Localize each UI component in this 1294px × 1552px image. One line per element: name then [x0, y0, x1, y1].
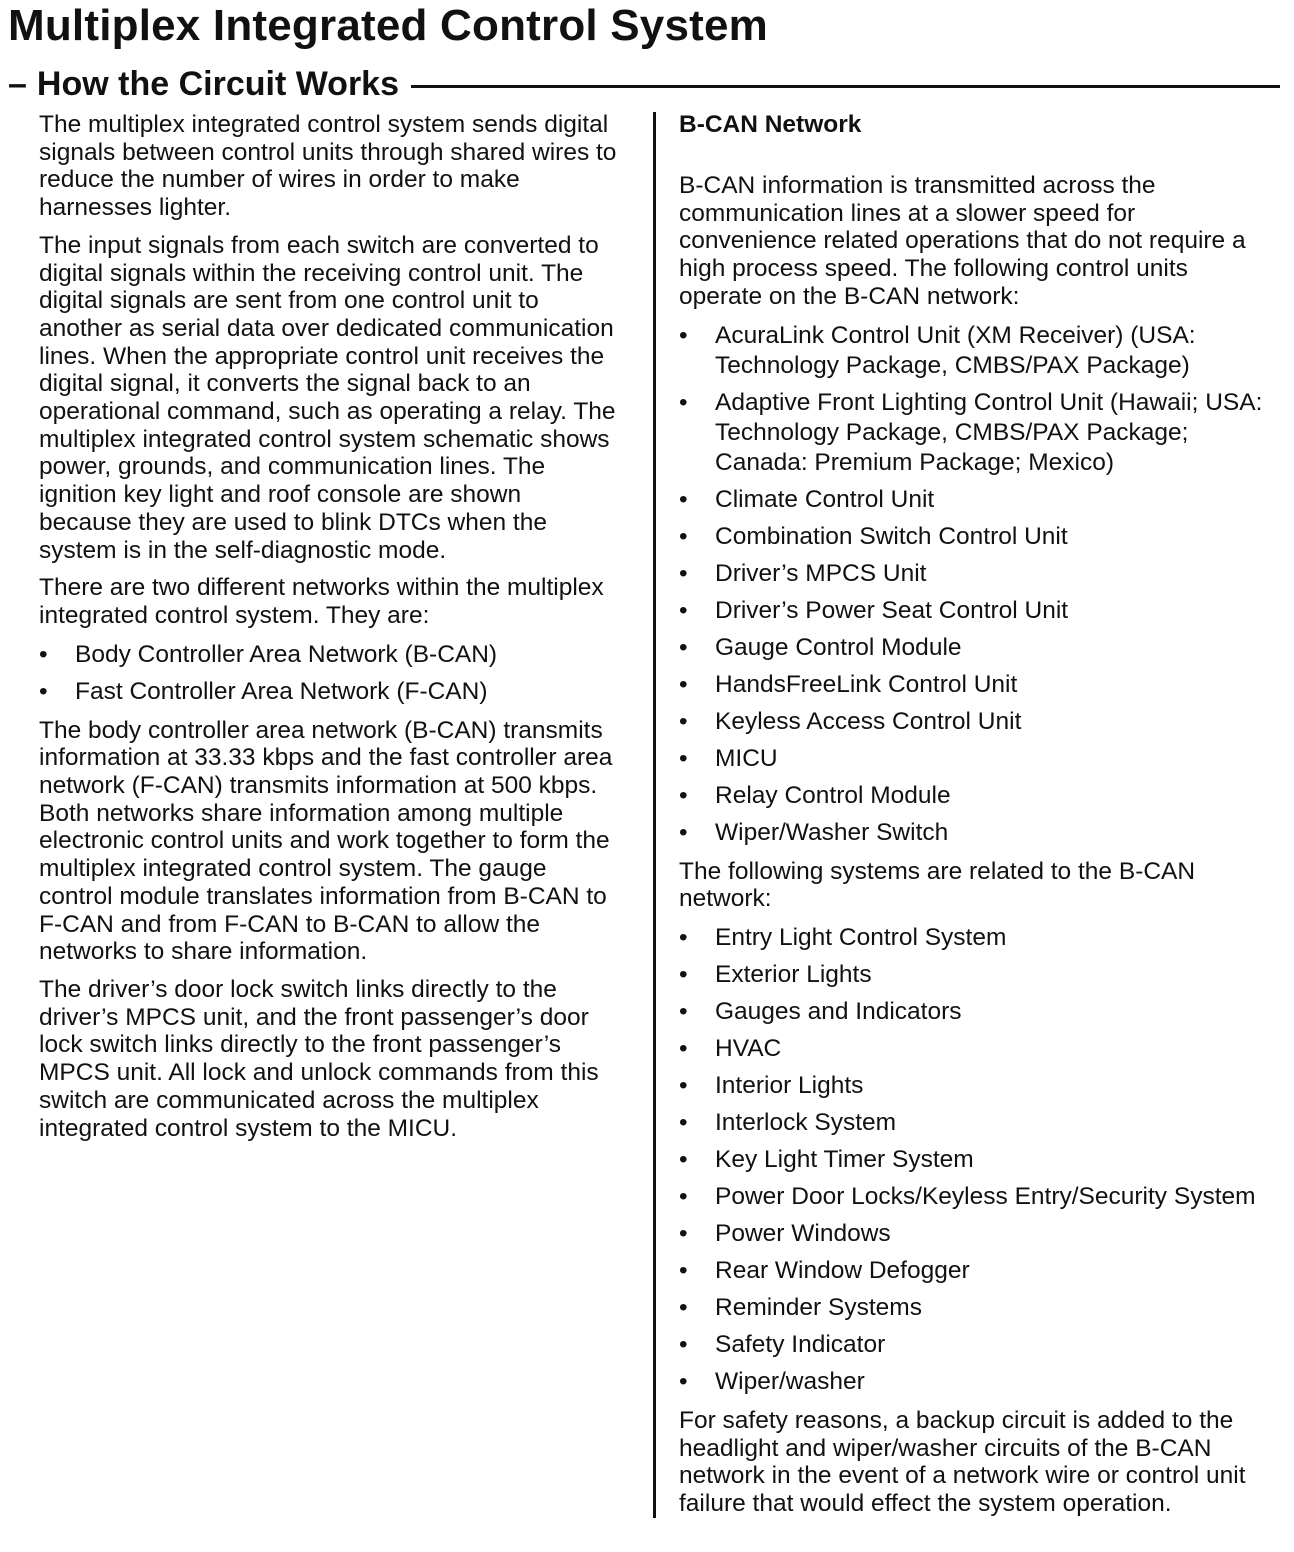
list-item: • Body Controller Area Network (B-CAN)	[39, 640, 619, 670]
section-title: How the Circuit Works	[36, 65, 400, 103]
list-item: • Fast Controller Area Network (F-CAN)	[39, 677, 619, 707]
list-item: • Keyless Access Control Unit	[679, 707, 1269, 737]
list-item: • Relay Control Module	[679, 781, 1269, 811]
left-column	[39, 111, 619, 1152]
list-item: • Wiper/washer	[679, 1367, 1269, 1397]
list-item: • MICU	[679, 744, 1269, 774]
list-item: • Driver’s Power Seat Control Unit	[679, 596, 1269, 626]
page-title: Multiplex Integrated Control System	[8, 1, 768, 50]
network-list	[39, 640, 619, 707]
list-item: • Driver’s MPCS Unit	[679, 559, 1269, 589]
list-item: • Entry Light Control System	[679, 923, 1269, 953]
list-item: • Interior Lights	[679, 1071, 1269, 1101]
column-divider	[653, 112, 656, 1518]
list-item: • HandsFreeLink Control Unit	[679, 670, 1269, 700]
list-item: • Key Light Timer System	[679, 1145, 1269, 1175]
control-unit-list	[679, 321, 1269, 848]
list-item: • Power Door Locks/Keyless Entry/Security System	[679, 1182, 1269, 1212]
list-item: • Gauges and Indicators	[679, 997, 1269, 1027]
section-rule	[411, 85, 1280, 88]
paragraph-networks-intro: There are two different networks within the multiplex integrated control system. They are:	[39, 574, 604, 629]
section-dash: –	[8, 65, 27, 103]
list-item: • Gauge Control Module	[679, 633, 1269, 663]
list-item: • Safety Indicator	[679, 1330, 1269, 1360]
paragraph-backup-circuit: For safety reasons, a backup circuit is added to the headlight and wiper/washer circuits of the B-CAN network in the event of a network wire or control unit failure that would effect the system operation.	[679, 1406, 1246, 1518]
bcan-heading: B-CAN Network	[679, 111, 862, 138]
list-item: • HVAC	[679, 1034, 1269, 1064]
list-item: • Interlock System	[679, 1108, 1269, 1138]
list-item: • Rear Window Defogger	[679, 1256, 1269, 1286]
list-item: • Adaptive Front Lighting Control Unit (Hawaii; USA: Technology Package, CMBS/PAX Package; Canada: Premium Package; Mexico)	[679, 388, 1269, 478]
right-column	[679, 111, 1269, 1528]
paragraph-systems-intro: The following systems are related to the B-CAN network:	[679, 857, 1196, 913]
list-item: • Wiper/Washer Switch	[679, 818, 1269, 848]
paragraph-door-lock: The driver’s door lock switch links directly to the driver’s MPCS unit, and the front passenger’s door lock switch links directly to the front passenger’s MPCS unit. All lock and unlock commands from this switch are communicated across the multiplex integrated control system to the MICU.	[39, 975, 599, 1142]
paragraph-speeds: The body controller area network (B-CAN) transmits information at 33.33 kbps and the fast controller area network (F-CAN) transmits information at 500 kbps. Both networks share information among multiple electronic control units and work together to form the multiplex integrated control system. The gauge control module translates information from B-CAN to F-CAN and from F-CAN to B-CAN to allow the networks to share information.	[39, 716, 613, 966]
list-item: • AcuraLink Control Unit (XM Receiver) (USA: Technology Package, CMBS/PAX Package)	[679, 321, 1269, 381]
section-header	[8, 62, 1280, 106]
list-item: • Reminder Systems	[679, 1293, 1269, 1323]
list-item: • Combination Switch Control Unit	[679, 522, 1269, 552]
list-item: • Exterior Lights	[679, 960, 1269, 990]
paragraph-signals: The input signals from each switch are converted to digital signals within the receiving control unit. The digital signals are sent from one control unit to another as serial data over dedicated communication lines. When the appropriate control unit receives the digital signal, it converts the signal back to an operational command, such as operating a relay. The multiplex integrated control system schematic shows power, grounds, and communication lines. The ignition key light and roof console are shown because they are used to blink DTCs when the system is in the self-diagnostic mode.	[39, 231, 616, 564]
paragraph-bcan-intro: B-CAN information is transmitted across the communication lines at a slower speed for convenience related operations that do not require a high process speed. The following control units operate on the B-CAN network:	[679, 172, 1246, 310]
list-item: • Power Windows	[679, 1219, 1269, 1249]
list-item: • Climate Control Unit	[679, 485, 1269, 515]
paragraph-intro: The multiplex integrated control system sends digital signals between control units through shared wires to reduce the number of wires in order to make harnesses lighter.	[39, 111, 617, 222]
systems-list	[679, 923, 1269, 1397]
